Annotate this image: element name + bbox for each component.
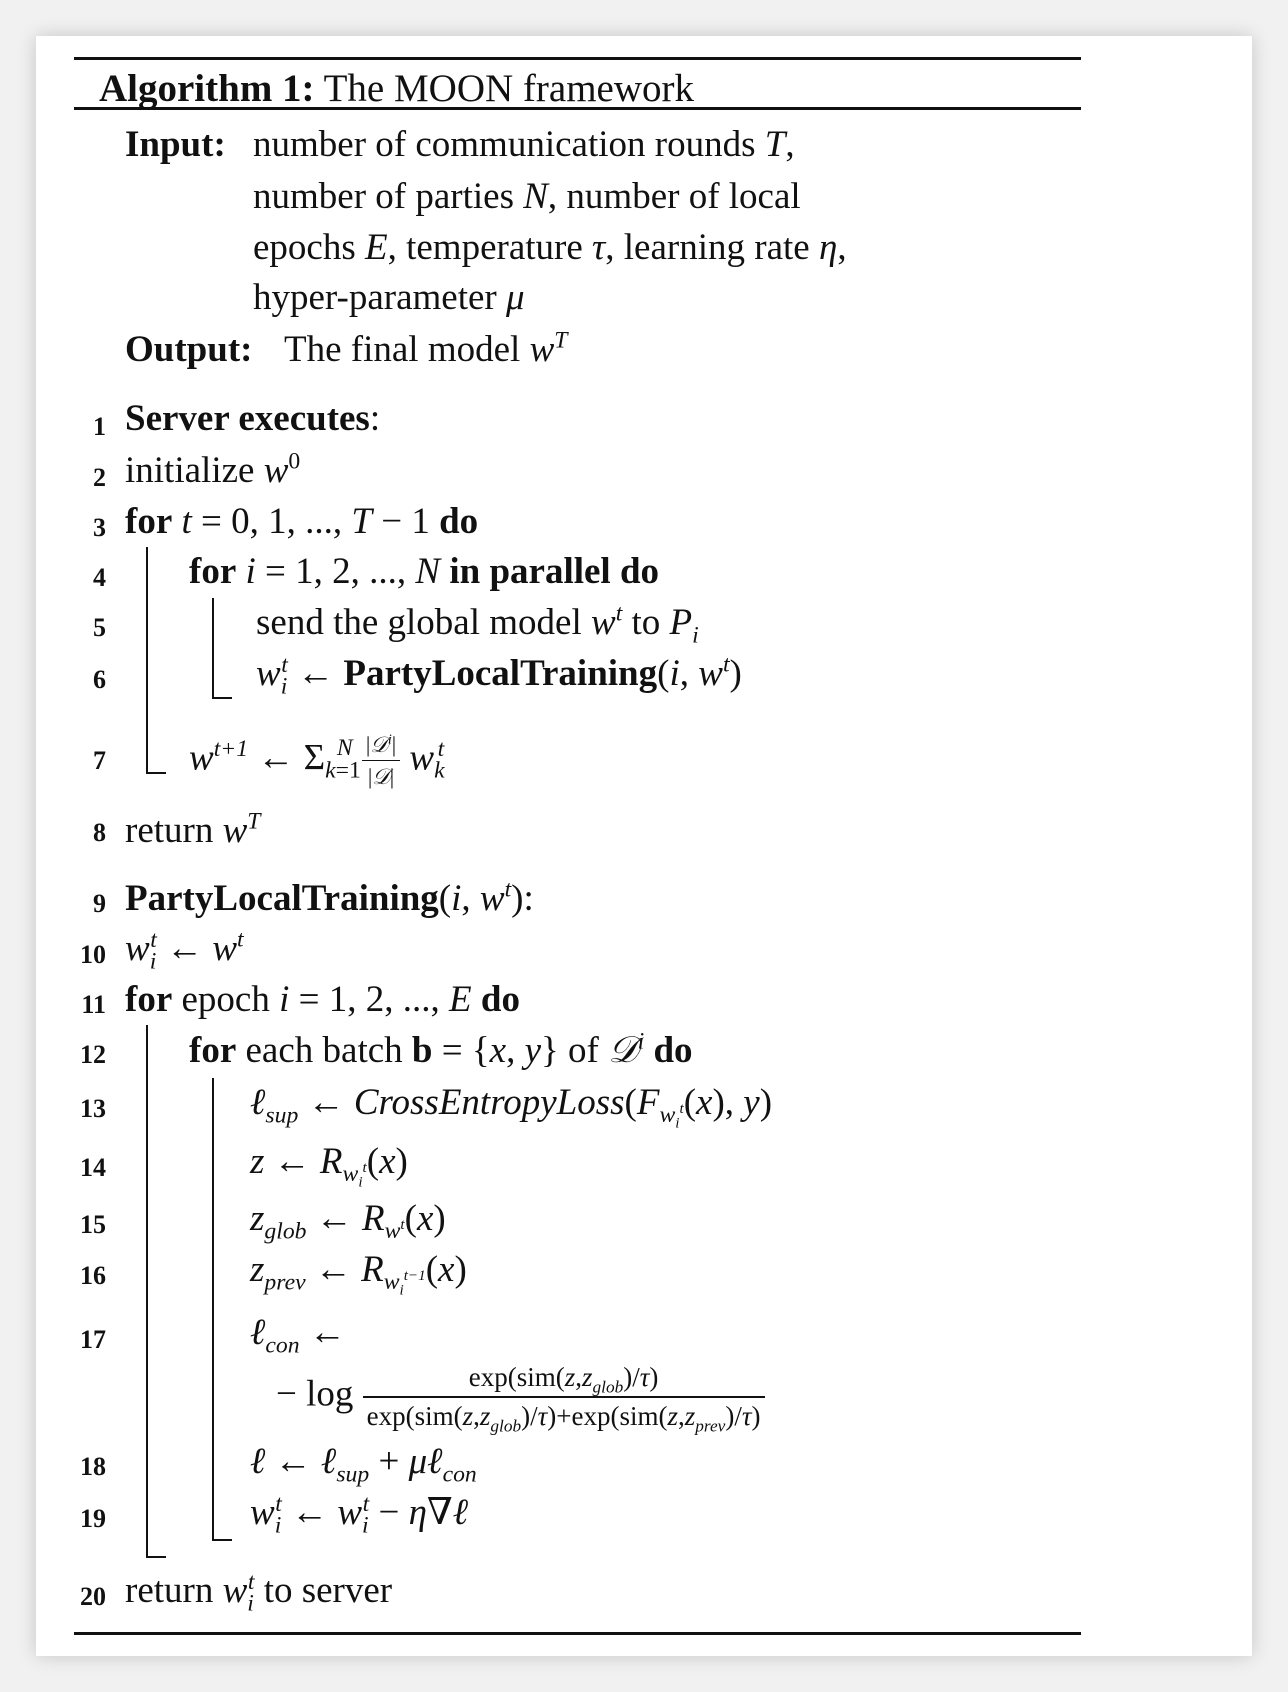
line-number: 4: [93, 563, 106, 592]
for-parties-block-bar: [212, 598, 214, 698]
for-parties-block-end: [212, 697, 232, 699]
input-line-1: number of communication rounds T,: [253, 124, 795, 165]
line-number: 5: [93, 613, 106, 642]
line-number: 18: [80, 1452, 106, 1481]
algorithm-label: Algorithm 1:: [99, 67, 315, 110]
step-for-epochs: for epoch i = 1, 2, ..., E do: [125, 979, 520, 1020]
step-initialize: initialize $w^0$: [125, 448, 301, 491]
line-number: 11: [81, 990, 106, 1019]
top-rule: [74, 57, 1081, 60]
for-rounds-block-bar: [146, 547, 148, 773]
input-label: Input:: [125, 124, 226, 165]
bottom-rule: [74, 1632, 1081, 1635]
step-return-global: return $w^T$: [125, 808, 261, 851]
step-z-local: z ← $R_{w_i^t}(x)$: [250, 1141, 408, 1192]
step-gradient-update: $w_i^t$ ← $w_i^t$ − η∇ℓ: [250, 1490, 469, 1539]
line-number: 10: [80, 940, 106, 969]
line-number: 7: [93, 746, 106, 775]
for-epochs-block-bar: [146, 1025, 148, 1557]
input-line-3: epochs E, temperature τ, learning rate η,: [253, 227, 847, 268]
step-party-local-training: PartyLocalTraining(i, $w^t$):: [125, 876, 534, 919]
step-return-local: return $w_i^t$ to server: [125, 1568, 393, 1617]
contrastive-fraction: $\frac{\exp(sim(z,z_{glob})/\tau)}{\exp(sim(z,z_{glob})/\tau)+\exp(sim(z,z_{prev})/\tau)}$: [363, 1362, 765, 1432]
line-number: 3: [93, 513, 106, 542]
line-number: 15: [80, 1210, 106, 1239]
step-z-global: $z_{glob}$ ← $R_{w^t}(x)$: [250, 1198, 446, 1245]
step-for-parties: for i = 1, 2, ..., N in parallel do: [189, 551, 660, 592]
step-z-previous: $z_{prev}$ ← $R_{w_i^{t-1}}(x)$: [250, 1249, 467, 1300]
line-number: 19: [80, 1504, 106, 1533]
line-number: 1: [93, 412, 106, 441]
step-for-batches: for each batch b = {x, y} of 𝒟$^i$ do: [189, 1028, 693, 1071]
line-number: 8: [93, 818, 106, 847]
line-number: 2: [93, 463, 106, 492]
step-send-model: send the global model $w^t$ to $P_i$: [256, 600, 699, 649]
line-number: 20: [80, 1582, 106, 1611]
step-init-local: $w_i^t$ ← $w^t$: [125, 926, 244, 975]
weight-fraction: $\frac{|𝒟^i|}{\text{|𝒟|}}$: [362, 732, 400, 790]
output-label: Output:: [125, 329, 253, 370]
for-batches-block-bar: [212, 1078, 214, 1540]
line-number: 16: [80, 1261, 106, 1290]
algorithm-title: The MOON framework: [323, 67, 694, 110]
step-sup-loss: ℓ$_{sup}$ ← $CrossEntropyLoss(F_{w_i^t}(x)$, y): [250, 1082, 773, 1133]
step-con-loss-expression: − log $\frac{\exp(sim(z,z_{glob})/\tau)}{\exp(sim(z,z_{glob})/\tau)+\exp(sim(z,z_{prev})/\tau)}$: [276, 1362, 765, 1432]
step-con-loss: ℓ$_{con}$ ←: [250, 1312, 346, 1359]
line-number: 12: [80, 1040, 106, 1069]
for-epochs-block-end: [146, 1556, 166, 1558]
input-line-4: hyper-parameter μ: [253, 277, 525, 318]
output-text: The final model $w^T$: [284, 327, 568, 370]
line-number: 13: [80, 1094, 106, 1123]
line-number: 14: [80, 1153, 106, 1182]
step-total-loss: ℓ ← ℓ$_{sup}$ + μℓ$_{con}$: [250, 1441, 477, 1488]
step-aggregate: $w^{t+1}$ ← $\Sigma_{k=1}^N$ $\frac{|𝒟^i|}{\text{|𝒟|}}$ $w_k^t$: [189, 731, 445, 790]
step-server-executes: Server executes:: [125, 398, 381, 439]
line-number: 17: [80, 1325, 106, 1354]
for-rounds-block-end: [146, 772, 166, 774]
step-local-training-call: $w_i^t$ ← PartyLocalTraining(i, $w^t$): [256, 651, 742, 700]
line-number: 9: [93, 889, 106, 918]
input-line-2: number of parties N, number of local: [253, 176, 801, 217]
line-number: 6: [93, 665, 106, 694]
algorithm-caption: [99, 66, 694, 111]
step-for-rounds: for t = 0, 1, ..., T − 1 do: [125, 501, 479, 542]
for-batches-block-end: [212, 1539, 232, 1541]
